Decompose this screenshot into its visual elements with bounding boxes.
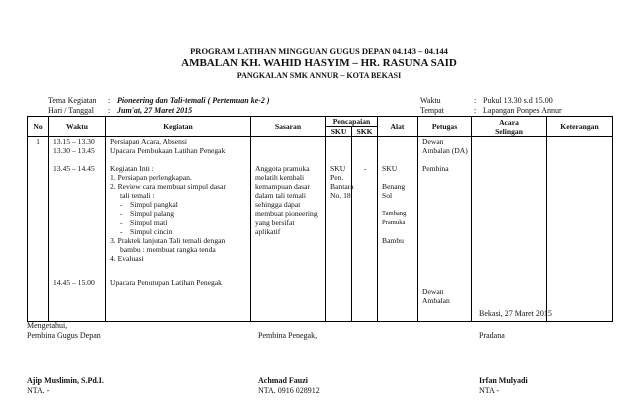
petugas-line: Dewan [422,287,444,297]
header-sasaran: Sasaran [251,117,326,137]
waktu-3: 13.45 – 14.45 [53,164,95,174]
sasaran-line: sehingga dapat [255,200,301,210]
kegiatan-line: 3. Praktek lanjutan Tali temali dengan [110,236,226,246]
signer-name-3: Irfan Mulyadi [479,376,528,385]
sku-line: Bantara [330,182,354,192]
cell-skk [352,137,378,322]
cell-kegiatan [106,137,251,322]
row-number: 1 [36,137,40,147]
hari-label: Hari / Tanggal [48,106,94,115]
kegiatan-line: 4. Evaluasi [110,254,144,264]
sasaran-line: Anggota pramuka [255,164,310,174]
header-skk: SKK [352,127,378,137]
sku-line: No. 18 [330,191,351,201]
waktu-1: 13.15 – 13.30 [53,137,95,147]
header-keterangan: Keterangan [547,117,613,137]
header-selingan: Selingan [495,126,523,136]
ambalan-title: AMBALAN KH. WAHID HASYIM – HR. RASUNA SAID [181,57,457,69]
signer-nta-1: NTA. - [27,386,50,395]
tema-value: Pioneering dan Tali-temali ( Pertemuan ke-2 ) [117,96,270,105]
sku-line: SKU [330,164,346,174]
alat-line: Bambu [382,236,404,246]
cell-acara-selingan [472,137,547,322]
hari-sep: : [108,106,111,115]
sasaran-line: dalam tali temali [255,191,307,201]
table-row [28,137,613,322]
pangkalan-title: PANGKALAN SMK ANNUR – KOTA BEKASI [236,71,402,80]
cell-sasaran [251,137,326,322]
tempat-sep: : [474,106,477,115]
role-pembina-penegak: Pembina Penegak, [258,331,318,340]
kegiatan-line: Persiapan Acara, Absensi [110,137,187,147]
header-kegiatan: Kegiatan [106,117,251,137]
waktu-2: 13.30 – 13.45 [53,146,95,156]
tema-sep: : [108,96,111,105]
skk-value: - [364,164,367,174]
waktu-value: Pukul 13.30 s.d 15.00 [483,96,553,105]
header-pencapaian: Pencapaian [326,117,378,127]
place-date: Bekasi, 27 Maret 2015 [479,309,552,318]
cell-sku [326,137,352,322]
cell-alat [378,137,418,322]
alat-line: SKU [382,164,398,174]
tema-label: Tema Kegiatan [48,96,97,105]
header-petugas: Petugas [418,117,472,137]
kegiatan-line: Simpul cincin [130,227,173,237]
kegiatan-line: Kegiatan Inti : [110,164,154,174]
kegiatan-line: tali temali : [120,191,155,201]
mengetahui: Mengetahui, [27,321,68,330]
petugas-line: Ambalan (DA) [422,146,468,156]
program-title: PROGRAM LATIHAN MINGGUAN GUGUS DEPAN 04.143 – 04.144 [190,46,448,56]
header-acara-selingan [472,117,547,137]
bullet-dash: - [120,227,123,237]
kegiatan-line: Simpul palang [130,209,175,219]
alat-line: Pramuka [382,219,406,227]
kegiatan-line: Upacara Penutupan Latihan Penegak [110,278,222,288]
header-alat: Alat [378,117,418,137]
bullet-dash: - [120,200,123,210]
header-waktu: Waktu [49,117,106,137]
sasaran-line: kemampuan dasar [255,182,311,192]
signer-name-2: Achmad Fauzi [258,376,308,385]
sasaran-line: yang bersifat [255,218,295,228]
signer-nta-2: NTA. 0916 028912 [258,386,320,395]
alat-line: Sol [382,191,393,201]
hari-value: Jum'at, 27 Maret 2015 [117,106,193,115]
role-pembina-gudep: Pembina Gugus Depan [27,331,101,340]
signer-nta-3: NTA - [479,386,500,395]
cell-keterangan [547,137,613,322]
sasaran-line: melatih kembali [255,173,305,183]
tempat-label: Tempat [420,106,444,115]
petugas-line: Ambalan [422,296,450,306]
sasaran-line: membuat pioneering [255,209,318,219]
bullet-dash: - [120,209,123,219]
sasaran-line: aplikatif [255,227,281,237]
kegiatan-line: Upacara Pembukaan Latihan Penegak [110,146,226,156]
kegiatan-line: 2. Review cara membuat simpul dasar [110,182,226,192]
kegiatan-line: Simpul pangkal [130,200,178,210]
cell-waktu [49,137,106,322]
cell-no [28,137,49,322]
waktu-sep: : [474,96,477,105]
schedule-table [27,116,613,322]
tempat-value: Lapangan Ponpes Annur [483,106,562,115]
kegiatan-line: 1. Persiapan perlengkapan. [110,173,192,183]
sku-line: Pen. [330,173,344,183]
alat-line: Benang [382,182,406,192]
signer-name-1: Ajip Muslimin, S.Pd.I. [27,376,104,385]
alat-line: Tambang [382,210,407,218]
kegiatan-line: bambu : membuat rangka tenda [120,245,216,255]
role-pradana: Pradana [479,331,505,340]
header-acara: Acara [499,117,519,127]
waktu-4: 14.45 – 15.00 [53,278,95,288]
waktu-label: Waktu [420,96,441,105]
header-sku: SKU [326,127,352,137]
petugas-line: Pembina [422,164,449,174]
bullet-dash: - [120,218,123,228]
header-no: No [28,117,49,137]
cell-petugas [418,137,472,322]
kegiatan-line: Simpul mati [130,218,168,228]
petugas-line: Dewan [422,137,444,147]
